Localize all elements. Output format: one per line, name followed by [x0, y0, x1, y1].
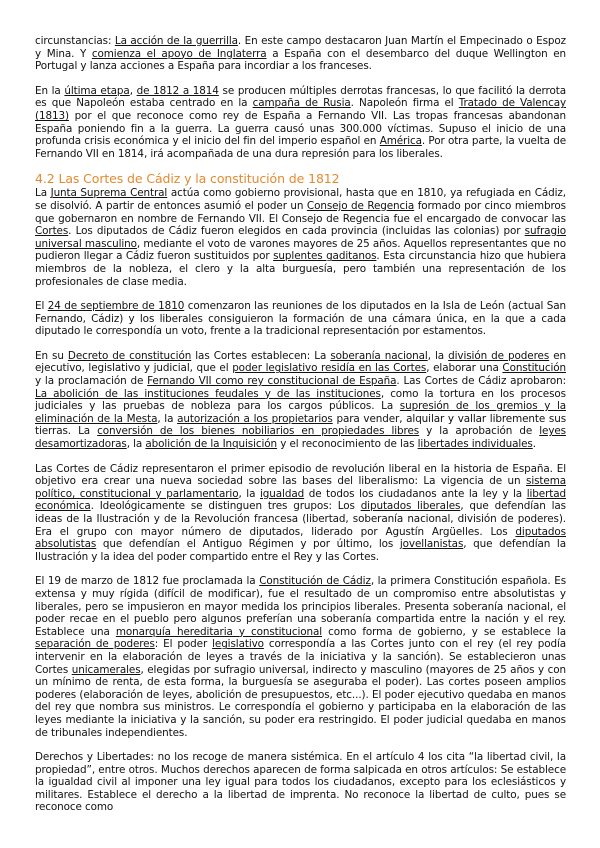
text-run: circunstancias:: [35, 35, 115, 47]
text-run: , como la tortura en los procesos judiciales y las pruebas de nobleza para los cargos públicos. La: [35, 387, 566, 413]
underlined-term: Junta Suprema Central: [50, 187, 168, 200]
text-run: comenzaron las reuniones de los diputados en la Isla de León (actual San Fernando, Cádiz) y los liberales consiguieron la formación de una cámara única, en la que a cada diputado le correspondía un voto, frente a la tradicional representación por estamentos.: [35, 300, 566, 338]
underlined-term: monarquía hereditaria y constitucional: [115, 625, 323, 638]
text-run: las Cortes establecen: La: [191, 349, 331, 362]
text-run: por el que reconoce como rey de España a Fernando VII. Las tropas francesas abandonan España poniendo fin a la guerra. La guerra causó unas 300.000 víctimas. Supuso el inicio de una profunda crisis económica y el inicio del fin del imperio español en: [35, 109, 566, 148]
underlined-term: poder legislativo residía en las Cortes: [232, 362, 427, 375]
text-run: , la: [238, 487, 261, 500]
underlined-term: legislativo: [212, 638, 264, 651]
underlined-term: Cortes: [35, 225, 69, 238]
text-run: , elegidas por sufragio universal, indirecto y masculino (mayores de 25 años y con un mínimo de renta, de esta forma, la burguesía se aseguraba el poder). Las cortes poseen amplios poderes (elaboración de leyes, abolición de presupuestos, etc...). El poder ejecutivo quedaba en manos del rey que nombra sus ministros. Le correspondía el gobierno y participaba en la elaboración de las leyes mediante la iniciativa y la sanción, su poder era restringido. El poder judicial quedaba en manos de tribunales independientes.: [35, 663, 566, 739]
underlined-term: comienza el apoyo de Inglaterra: [91, 47, 267, 60]
text-run: . En este campo destacaron Juan Martín el Empecinado o Espoz y Mina. Y: [35, 35, 566, 60]
underlined-term: sufragio universal masculino: [35, 225, 566, 250]
underlined-term: jovellanistas: [399, 538, 464, 551]
text-run: de todos los ciudadanos ante la ley y la: [304, 487, 527, 500]
underlined-term: unicamerales: [71, 663, 141, 676]
text-run: en ejecutivo, legislativo y judicial, que el: [35, 349, 567, 375]
underlined-term: leyes desamortizadoras: [35, 425, 566, 451]
paragraph-constitucion-cadiz: [35, 575, 566, 739]
underlined-term: diputados liberales: [360, 500, 461, 513]
text-run: .: [532, 438, 536, 451]
underlined-term: La acción de la guerrilla: [114, 35, 238, 47]
text-run: y la proclamación de: [35, 375, 148, 388]
paragraph-decreto-constitucion: [35, 350, 566, 451]
paragraph-revolucion-liberal: [35, 463, 566, 564]
paragraph-ultima-etapa: [35, 85, 566, 161]
underlined-term: Constitución de Cádiz: [259, 575, 371, 588]
text-run: En su: [35, 349, 68, 362]
text-run: , la: [157, 412, 178, 425]
text-run: actúa como gobierno provisional, hasta que en 1810, ya refugiada en Cádiz, se disolvió. A partir de entonces asumió el poder un: [35, 187, 566, 212]
underlined-term: conversión de los bienes nobiliarios en propiedades libres: [97, 425, 420, 438]
underlined-term: Tratado de Valencay (1813): [35, 97, 567, 122]
underlined-term: Constitución: [502, 362, 566, 375]
underlined-term: sistema político, constitucional y parlamentario: [35, 475, 566, 500]
underlined-term: Fernando VII como rey constitucional de España: [147, 375, 397, 388]
text-run: . Esta circunstancia hizo que hubiera miembros de la nobleza, el clero y la alta burguesía, pero también una representación de los profesionales de clase media.: [35, 250, 566, 288]
underlined-term: supresión de los gremios y la eliminación de la Mesta: [35, 400, 566, 425]
underlined-term: Decreto de constitución: [67, 349, 192, 362]
paragraph-junta-suprema: [35, 187, 566, 288]
text-run: , la primera Constitución española. Es extensa y muy rígida (difícil de modificar), fue el resultado de un compromiso entre absolutistas y liberales, pero se impusieron en mayor medida los principios liberales. Presenta soberanía nacional, el poder recae en el pueblo pero algunos preferían una soberanía compartida entre la nación y el rey. Establece una: [35, 575, 567, 638]
text-run: : El poder: [154, 638, 213, 651]
text-run: a España con el desembarco del duque Wellington en Portugal y lanza acciones a España para incordiar a los franceses.: [35, 47, 567, 73]
underlined-term: igualdad: [260, 487, 305, 500]
paragraph-derechos-libertades: [35, 751, 566, 814]
text-run: Las Cortes de Cádiz representaron el primer episodio de revolución liberal en la historia de España. El objetivo era crear una nueva sociedad sobre las bases del liberalismo: La vigencia de un: [35, 462, 566, 488]
text-run: , que defendían la Ilustración y la idea del poder compartido entre el Rey y las Cortes.: [35, 538, 566, 563]
text-run: para vender, alquilar y vallar libremente sus tierras. La: [35, 412, 567, 438]
underlined-term: autorización a los propietarios: [177, 412, 333, 425]
text-run: ,: [129, 84, 137, 97]
text-run: . Las Cortes de Cádiz aprobaron:: [396, 375, 566, 388]
section-title: 4.2 Las Cortes de Cádiz y la constitución de 1812: [35, 171, 340, 187]
text-run: . Los diputados de Cádiz fueron elegidos en cada provincia (incluidas las colonias) por: [68, 225, 525, 238]
paragraph-reuniones-cortes: [35, 300, 566, 338]
underlined-term: campaña de Rusia: [252, 97, 351, 110]
text-run: , la: [427, 349, 449, 362]
underlined-term: libertades individuales: [417, 438, 533, 451]
text-run: , que defendían las ideas de la Ilustración y de la Revolución francesa (libertad, soberanía nacional, división de poderes). Era el grupo con mayor número de diputados, liderado por Agustín Argüelles. Los: [35, 500, 566, 538]
text-run: correspondía a las Cortes junto con el rey (el rey podía intervenir en la elaboración de leyes a través de la iniciativa y la sanción). Se establecieron unas Cortes: [35, 638, 566, 676]
underlined-term: Consejo de Regencia: [306, 199, 415, 212]
text-run: El 19 de marzo de 1812 fue proclamada la: [35, 575, 260, 588]
text-run: Derechos y Libertades: no los recoge de manera sistémica. En el artículo 4 los cita “la libertad civil, la propiedad”, entre otros. Muchos derechos aparecen de forma salpicada en otros artículos: Se establece la igualdad civil al imponer una ley igual para todos los ciudadanos, excepto para los eclesiásticos y militares. Establece el derecho a la libertad de imprenta. No reconoce la libertad de culto, pues se reconoce como: [35, 751, 566, 814]
paragraph-guerrilla: [35, 35, 566, 73]
text-run: y la aprobación de: [419, 425, 540, 438]
underlined-term: 24 de septiembre de 1810: [47, 300, 185, 313]
underlined-term: libertad económica: [35, 487, 567, 513]
text-run: se producen múltiples derrotas francesas, lo que facilitó la derrota es que Napoleón estaba centrado en la: [35, 84, 566, 110]
text-run: . Por otra parte, la vuelta de Fernando VII en 1814, irá acompañada de una dura represión para los liberales.: [35, 135, 566, 160]
underlined-term: última etapa: [64, 84, 130, 97]
underlined-term: separación de poderes: [35, 638, 155, 651]
underlined-term: soberanía nacional: [330, 349, 428, 362]
text-run: La: [35, 187, 51, 200]
text-run: que defendían el Antiguo Régimen y por último, los: [96, 538, 400, 551]
text-run: , mediante el voto de varones mayores de 25 años. Aquellos representantes que no pudieron llegar a Cádiz fueron sustituidos por: [35, 237, 566, 263]
underlined-term: América: [379, 135, 422, 148]
underlined-term: de 1812 a 1814: [136, 84, 219, 97]
text-run: . Ideológicamente se distinguen tres grupos: Los: [90, 500, 361, 513]
text-run: como forma de gobierno, y se establece la: [322, 625, 566, 638]
text-run: formado por cinco miembros que gobernaron en nombre de Fernando VII. El Consejo de Regencia fue el encargado de convocar las: [35, 199, 566, 225]
underlined-term: La abolición de las instituciones feudales y de las instituciones: [35, 387, 381, 400]
text-run: . Napoleón firma el: [350, 97, 459, 110]
text-run: , elaborar una: [426, 362, 503, 375]
text-run: y el reconocimiento de las: [277, 438, 418, 451]
underlined-term: división de poderes: [448, 349, 550, 362]
underlined-term: suplentes gaditanos: [273, 250, 377, 263]
text-run: En la: [35, 84, 65, 97]
text-run: , la: [126, 438, 146, 451]
underlined-term: abolición de la Inquisición: [145, 438, 278, 451]
text-run: El: [35, 300, 48, 313]
underlined-term: diputados absolutistas: [35, 525, 566, 551]
